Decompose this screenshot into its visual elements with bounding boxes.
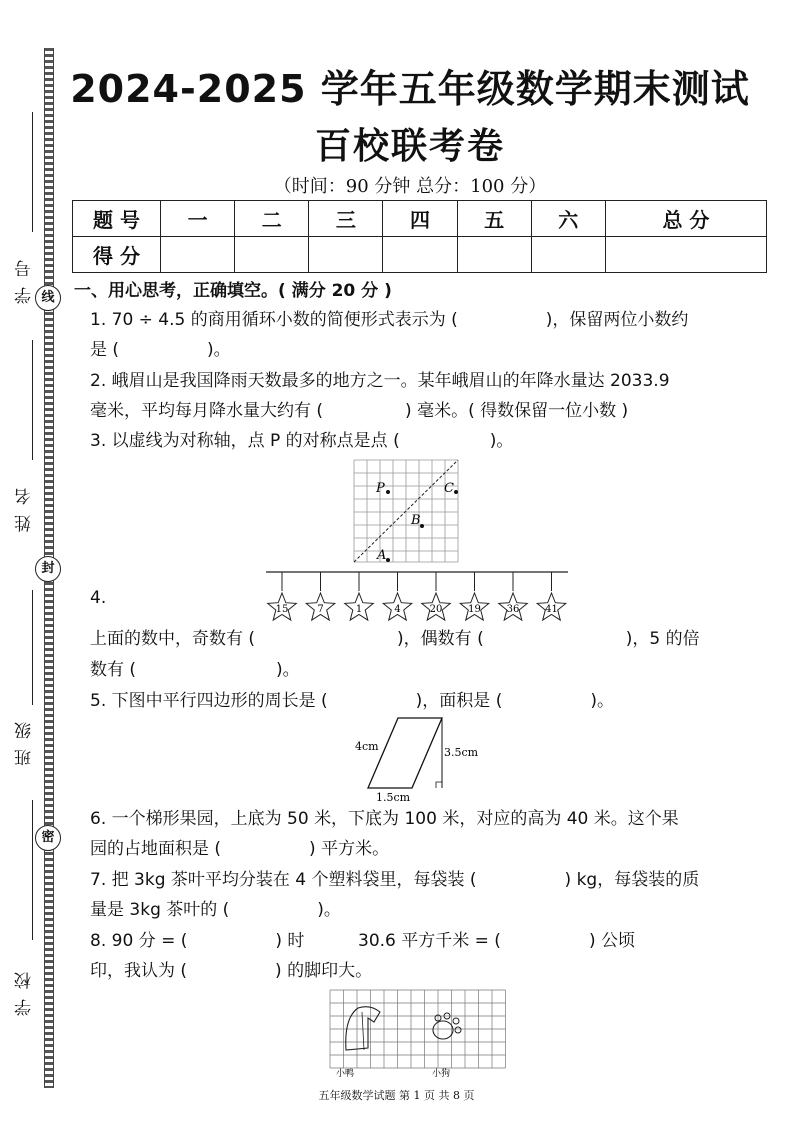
star-number: 36 xyxy=(506,604,520,615)
side-line xyxy=(32,340,33,460)
score-cell[interactable] xyxy=(235,237,309,273)
q7-text: )。 xyxy=(317,900,341,920)
star-number: 19 xyxy=(468,604,481,615)
label-p: P xyxy=(376,481,385,496)
q9-text: ) 的脚印大。 xyxy=(275,961,373,981)
question-2-cont xyxy=(90,396,628,426)
q9-text: 印，我认为 ( xyxy=(90,961,188,981)
q4-text: )，5 的倍 xyxy=(625,629,700,649)
question-7-cont xyxy=(90,895,341,925)
dog-toe xyxy=(453,1018,459,1024)
question-3 xyxy=(90,426,513,456)
label-c: C xyxy=(444,481,454,496)
side-circle-feng: 封 xyxy=(35,556,61,582)
parallelogram-figure xyxy=(350,712,485,804)
q8-text: ) 公顷 xyxy=(588,931,635,951)
side-length-label: 4cm xyxy=(355,740,379,753)
score-cell[interactable] xyxy=(605,237,766,273)
footprint-grid-figure xyxy=(328,988,508,1080)
table-cell: 总 分 xyxy=(605,201,766,237)
page-footer: 五年级数学试题 第 1 页 共 8 页 xyxy=(318,1089,475,1102)
question-7 xyxy=(90,865,699,895)
section-heading: 一、用心思考，正确填空。( 满分 20 分 ) xyxy=(74,281,392,301)
dog-label: 小狗 xyxy=(432,1069,451,1079)
side-line xyxy=(32,112,33,232)
label-b: B xyxy=(411,513,421,528)
table-cell: 一 xyxy=(161,201,235,237)
score-table-header-row xyxy=(73,201,767,237)
point-a xyxy=(386,558,390,562)
q4-text: 上面的数中，奇数有 ( xyxy=(90,629,256,649)
q4-text: )。 xyxy=(276,660,300,680)
question-1 xyxy=(90,305,688,335)
side-label-student-id: 学号 xyxy=(15,250,35,304)
q1-text: )。 xyxy=(207,340,231,360)
question-6-cont xyxy=(90,834,389,864)
symmetry-grid-figure xyxy=(352,458,460,564)
grid-lines xyxy=(330,990,506,1068)
q5-text: 5. 下图中平行四边形的周长是 ( xyxy=(90,691,328,711)
q6-text: ) 平方米。 xyxy=(309,839,390,859)
score-cell[interactable] xyxy=(161,237,235,273)
point-p xyxy=(386,490,390,494)
table-cell: 二 xyxy=(235,201,309,237)
table-cell: 题 号 xyxy=(73,201,161,237)
page-subtitle: 百校联考卷 xyxy=(314,126,505,167)
side-label-class: 班级 xyxy=(15,712,35,766)
right-angle-mark xyxy=(436,782,442,788)
point-b xyxy=(420,524,424,528)
table-cell: 三 xyxy=(309,201,383,237)
star-number: 1 xyxy=(355,604,363,615)
q7-text: 量是 3kg 茶叶的 ( xyxy=(90,900,230,920)
score-cell[interactable] xyxy=(457,237,531,273)
question-6: 6. 一个梯形果园，上底为 50 米，下底为 100 米，对应的高为 40 米。这个果 xyxy=(90,809,679,829)
q8-text: 30.6 平方千米 = ( xyxy=(358,931,501,951)
star-number: 15 xyxy=(275,604,289,615)
question-9 xyxy=(90,956,372,986)
question-4 xyxy=(90,624,700,654)
q7-text: ) kg，每袋装的质 xyxy=(564,870,700,890)
q6-text: 园的占地面积是 ( xyxy=(90,839,222,859)
dog-footprint-pad xyxy=(433,1021,453,1039)
side-line xyxy=(32,800,33,940)
q8-text: 8. 90 分 = ( xyxy=(90,931,188,951)
base-label: 1.5cm xyxy=(376,791,411,804)
q4-text: 数有 ( xyxy=(90,660,137,680)
star-number: 7 xyxy=(317,604,324,615)
star-number: 20 xyxy=(429,604,443,615)
duck-label: 小鸭 xyxy=(336,1069,355,1079)
q3-text: 3. 以虚线为对称轴，点 P 的对称点是点 ( xyxy=(90,431,400,451)
point-c xyxy=(454,490,458,494)
q5-text: )，面积是 ( xyxy=(415,691,503,711)
q1-text: )，保留两位小数约 xyxy=(545,310,689,330)
q3-text: )。 xyxy=(489,431,514,451)
question-4-cont xyxy=(90,655,300,685)
question-1-cont xyxy=(90,335,231,365)
score-table-score-row xyxy=(73,237,767,273)
q4-text: )，偶数有 ( xyxy=(397,629,484,649)
score-cell[interactable] xyxy=(531,237,605,273)
star-number: 41 xyxy=(545,604,558,615)
score-cell[interactable] xyxy=(309,237,383,273)
score-cell[interactable] xyxy=(383,237,457,273)
side-circle-mi: 密 xyxy=(35,825,61,851)
q7-text: 7. 把 3kg 茶叶平均分装在 4 个塑料袋里，每袋装 ( xyxy=(90,870,477,890)
dog-toe xyxy=(455,1027,461,1033)
question-4-number: 4. xyxy=(90,588,107,608)
q1-text: 是 ( xyxy=(90,340,120,360)
question-8-part2 xyxy=(358,926,635,956)
parallelogram xyxy=(368,718,442,788)
side-circle-xian: 线 xyxy=(35,285,61,311)
stars-group xyxy=(268,572,566,620)
table-cell: 五 xyxy=(457,201,531,237)
duck-footprint-stroke xyxy=(362,1012,364,1050)
exam-info: （时间：90 分钟 总分：100 分） xyxy=(273,176,547,197)
side-label-school: 学校 xyxy=(15,962,35,1016)
page-title: 2024-2025 学年五年级数学期末测试 xyxy=(70,67,750,111)
score-table xyxy=(72,200,767,273)
label-a: A xyxy=(377,548,387,563)
height-label: 3.5cm xyxy=(444,746,479,759)
q2-text: 毫米，平均每月降水量大约有 ( xyxy=(90,401,324,421)
question-2: 2. 峨眉山是我国降雨天数最多的地方之一。某年峨眉山的年降水量达 2033.9 xyxy=(90,371,670,391)
stars-figure xyxy=(262,568,572,624)
table-cell: 四 xyxy=(383,201,457,237)
question-8 xyxy=(90,926,304,956)
side-label-name: 姓名 xyxy=(15,478,35,532)
q1-text: 1. 70 ÷ 4.5 的商用循环小数的简便形式表示为 ( xyxy=(90,310,458,330)
table-cell: 得 分 xyxy=(73,237,161,273)
q5-text: )。 xyxy=(590,691,614,711)
table-cell: 六 xyxy=(531,201,605,237)
star-number: 4 xyxy=(394,604,401,615)
q8-text: ) 时 xyxy=(275,931,305,951)
q2-text: ) 毫米。( 得数保留一位小数 ) xyxy=(405,401,629,421)
side-line xyxy=(32,590,33,705)
